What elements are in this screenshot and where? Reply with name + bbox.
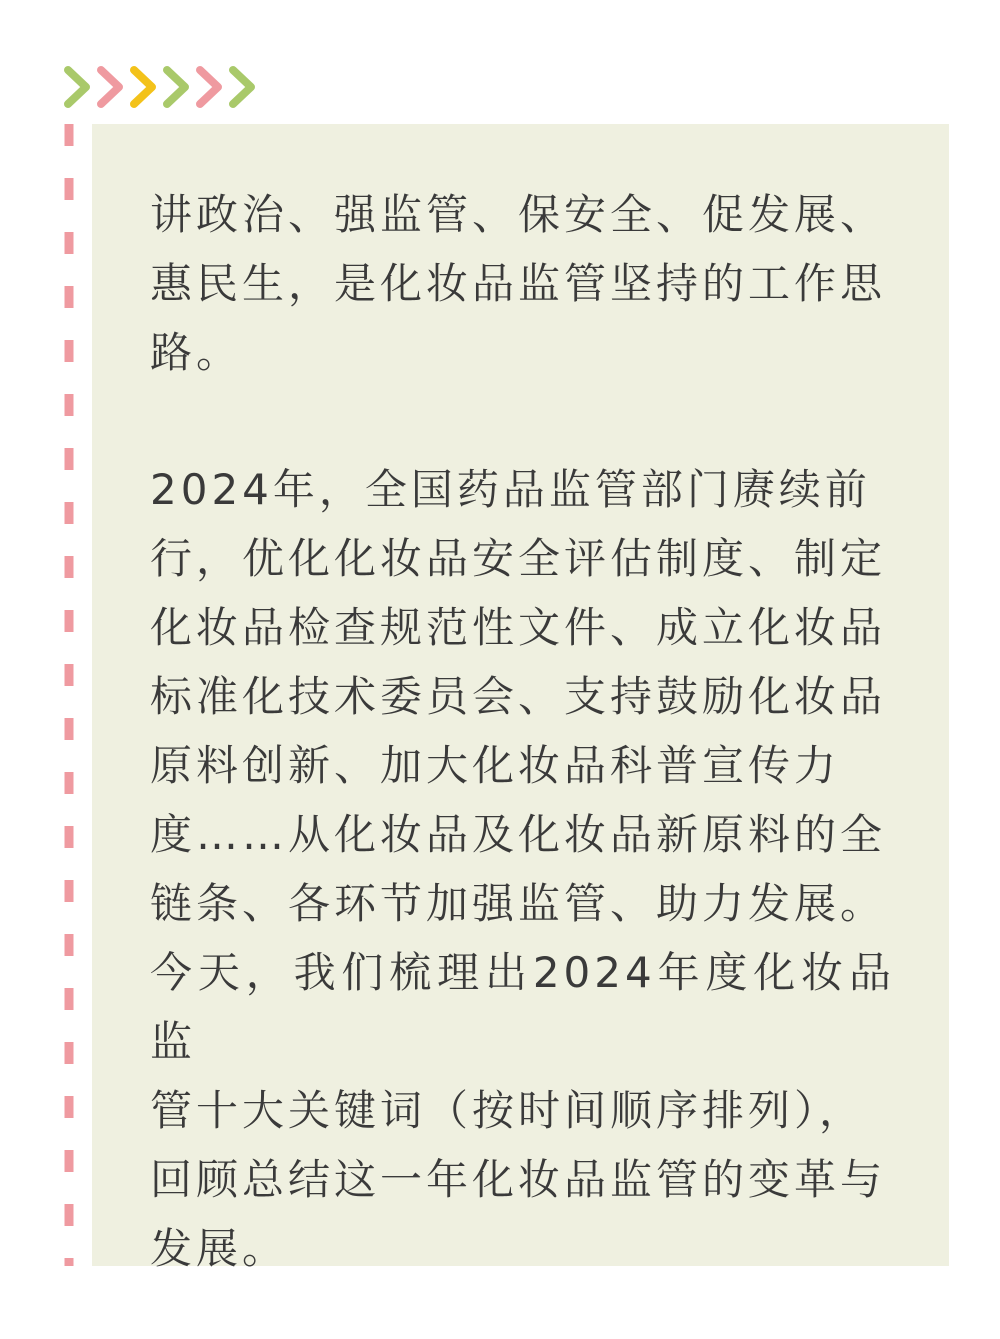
intro-paragraph-2: 2024年，全国药品监管部门赓续前 行，优化化妆品安全评估制度、制定 化妆品检查规范性文件、成立化妆品 标准化技术委员会、支持鼓励化妆品 原料创新、加大化妆品科普宣传力 度……从化妆品及化妆品新原料的全 链条、各环节加强监管、助力发展。 今天，我们梳理出2024年度化妆品监 管十大关键词（按时间顺序排列）， 回顾总结这一年化妆品监管的变革与 发展。: [150, 465, 895, 1273]
chevron-icon: [134, 70, 152, 104]
chevron-icon: [101, 70, 119, 104]
dashed-border-decoration: [64, 124, 74, 1266]
chevron-arrows-decoration: [62, 62, 262, 112]
intro-card: [92, 124, 949, 1273]
chevron-icon: [167, 70, 185, 104]
chevron-icon: [233, 70, 251, 104]
intro-paragraph-1: 讲政治、强监管、保安全、促发展、 惠民生，是化妆品监管坚持的工作思 路。: [150, 190, 887, 377]
chevron-icon: [68, 70, 86, 104]
chevron-icon: [200, 70, 218, 104]
